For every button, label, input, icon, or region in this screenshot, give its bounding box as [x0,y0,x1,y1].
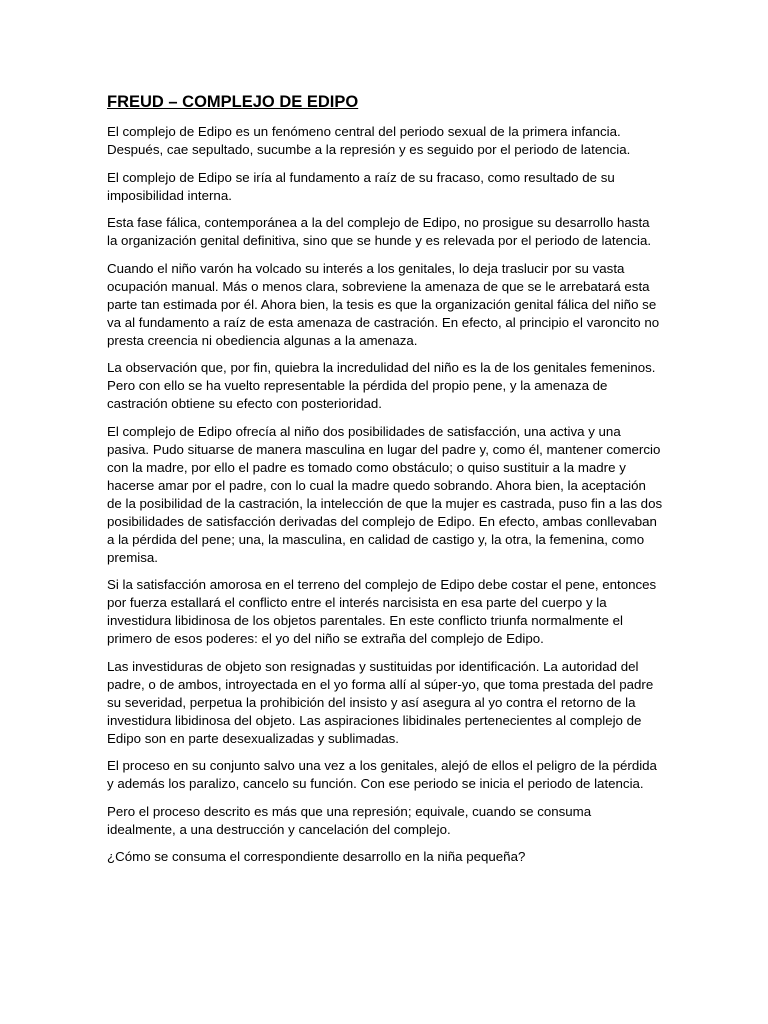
paragraph-6: El complejo de Edipo ofrecía al niño dos posibilidades de satisfacción, una activa y una pasiva. Pudo situarse de manera masculina en lugar del padre y, como él, mantener comercio con la madre, por ello el padre es tomado como obstáculo; o quiso sustituir a la madre y hacerse amar por el padre, con lo cual la madre quedo sobrando. Ahora bien, la aceptación de la posibilidad de la castración, la intelección de que la mujer es castrada, puso fin a las dos posibilidades de satisfacción derivadas del complejo de Edipo. En efecto, ambas conllevaban a la pérdida del pene; una, la masculina, en calidad de castigo y, la otra, la femenina, como premisa. [107,423,663,565]
paragraph-10: Pero el proceso descrito es más que una represión; equivale, cuando se consuma idealmente, a una destrucción y cancelación del complejo. [107,803,592,837]
paragraph-5: La observación que, por fin, quiebra la incredulidad del niño es la de los genitales femeninos. Pero con ello se ha vuelto representable la pérdida del propio pene, y la amenaza de castración obtiene su efecto con posterioridad. [107,360,656,411]
paragraph-7: Si la satisfacción amorosa en el terreno del complejo de Edipo debe costar el pene, entonces por fuerza estallará el conflicto entre el interés narcisista en esa parte del cuerpo y la investidura libidinosa de los objetos parentales. En este conflicto triunfa normalmente el primero de esos poderes: el yo del niño se extraña del complejo de Edipo. [107,577,657,646]
paragraph-4: Cuando el niño varón ha volcado su interés a los genitales, lo deja traslucir por su vasta ocupación manual. Más o menos clara, sobreviene la amenaza de que se le arrebatará esta parte tan estimada por él. Ahora bien, la tesis es que la organización genital fálica del niño se va al fundamento a raíz de esta amenaza de castración. En efecto, al principio el varoncito no presta creencia ni obediencia algunas a la amenaza. [107,260,660,348]
paragraph-9: El proceso en su conjunto salvo una vez a los genitales, alejó de ellos el peligro de la pérdida y además los paralizo, cancelo su función. Con ese periodo se inicia el periodo de latencia. [107,758,657,791]
paragraph-1: El complejo de Edipo es un fenómeno central del periodo sexual de la primera infancia. Después, cae sepultado, sucumbe a la represión y es seguido por el periodo de latencia. [107,124,631,157]
paragraph-3: Esta fase fálica, contemporánea a la del complejo de Edipo, no prosigue su desarrollo hasta la organización genital definitiva, sino que se hunde y es relevada por el periodo de latencia. [107,215,652,248]
paragraph-2: El complejo de Edipo se iría al fundamento a raíz de su fracaso, como resultado de su imposibilidad interna. [107,169,615,203]
paragraph-8: Las investiduras de objeto son resignadas y sustituidas por identificación. La autoridad del padre, o de ambos, introyectada en el yo forma allí al súper-yo, que toma prestada del padre su severidad, perpetua la prohibición del insisto y así asegura al yo contra el retorno de la investidura libidinosa del objeto. Las aspiraciones libidinales pertenecientes al complejo de Edipo son en parte desexualizadas y sublimadas. [107,658,654,746]
paragraph-11: ¿Cómo se consuma el correspondiente desarrollo en la niña pequeña? [107,849,526,864]
document-page [107,90,663,876]
document-title: FREUD – COMPLEJO DE EDIPO [107,93,359,111]
